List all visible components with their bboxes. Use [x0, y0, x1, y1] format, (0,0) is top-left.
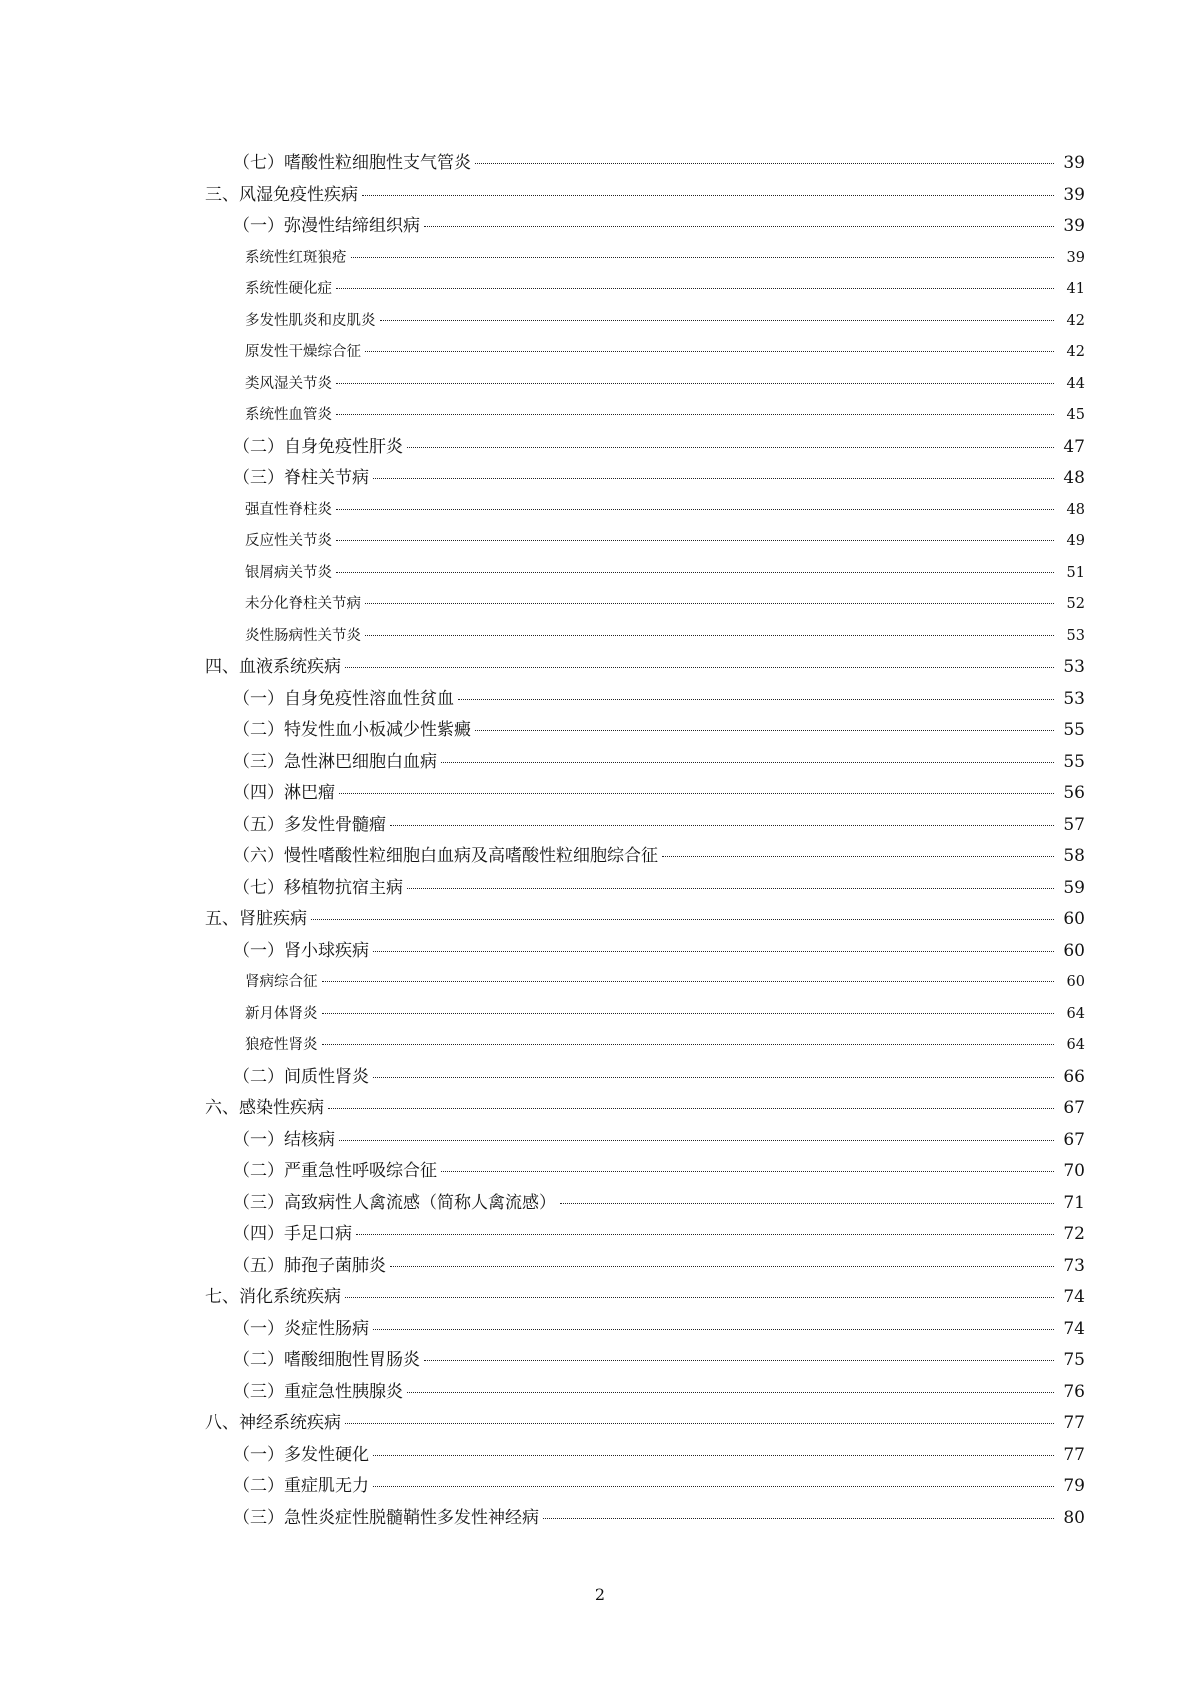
- toc-entry-page-number: 73: [1063, 1255, 1085, 1276]
- toc-entry-title: （五）多发性骨髓瘤: [233, 814, 386, 835]
- toc-entry[interactable]: [205, 1377, 1085, 1409]
- toc-entry-page-number: 74: [1063, 1287, 1085, 1307]
- toc-dot-leader: [373, 1455, 1054, 1456]
- toc-entry-title: （三）急性炎症性脱髓鞘性多发性神经病: [233, 1507, 539, 1528]
- toc-dot-leader: [475, 163, 1054, 164]
- toc-entry[interactable]: [205, 715, 1085, 747]
- toc-entry-page-number: 67: [1063, 1098, 1085, 1118]
- toc-entry[interactable]: [205, 999, 1085, 1031]
- toc-entry-title: 新月体肾炎: [245, 1005, 318, 1022]
- toc-entry-title: （二）自身免疫性肝炎: [233, 436, 403, 457]
- toc-entry-title: 六、感染性疾病: [205, 1098, 324, 1118]
- toc-dot-leader: [407, 447, 1054, 448]
- toc-dot-leader: [380, 320, 1055, 321]
- toc-entry-title: 强直性脊柱炎: [245, 501, 332, 518]
- toc-entry-page-number: 53: [1063, 657, 1085, 677]
- toc-entry[interactable]: [205, 274, 1085, 306]
- toc-entry-page-number: 41: [1066, 281, 1085, 297]
- toc-entry-title: 四、血液系统疾病: [205, 657, 341, 677]
- toc-dot-leader: [475, 730, 1054, 731]
- toc-dot-leader: [339, 793, 1054, 794]
- toc-entry-title: （三）高致病性人禽流感（简称人禽流感）: [233, 1192, 556, 1213]
- toc-entry[interactable]: [205, 432, 1085, 464]
- toc-dot-leader: [336, 383, 1054, 384]
- toc-entry[interactable]: [205, 1125, 1085, 1157]
- toc-entry-page-number: 67: [1063, 1129, 1085, 1150]
- toc-entry-page-number: 48: [1066, 501, 1085, 518]
- toc-entry-page-number: 57: [1063, 814, 1085, 835]
- toc-entry-page-number: 74: [1063, 1318, 1085, 1339]
- toc-entry[interactable]: [205, 148, 1085, 180]
- table-of-contents: [205, 148, 1085, 1534]
- toc-entry[interactable]: [205, 904, 1085, 936]
- toc-entry-title: （二）特发性血小板减少性紫癜: [233, 720, 471, 740]
- toc-entry[interactable]: [205, 1062, 1085, 1094]
- toc-dot-leader: [339, 1140, 1054, 1141]
- toc-entry[interactable]: [205, 589, 1085, 621]
- toc-entry-title: 五、肾脏疾病: [205, 909, 307, 929]
- toc-dot-leader: [424, 1360, 1054, 1361]
- toc-entry-title: （四）淋巴瘤: [233, 783, 335, 803]
- toc-entry-page-number: 77: [1063, 1444, 1085, 1465]
- toc-entry-title: 系统性红斑狼疮: [245, 249, 347, 266]
- toc-entry[interactable]: [205, 558, 1085, 590]
- toc-entry[interactable]: [205, 967, 1085, 999]
- toc-entry[interactable]: [205, 1219, 1085, 1251]
- toc-entry-title: （一）炎症性肠病: [233, 1318, 369, 1339]
- toc-entry-title: 反应性关节炎: [245, 533, 332, 549]
- toc-entry[interactable]: [205, 747, 1085, 779]
- toc-entry[interactable]: [205, 243, 1085, 275]
- toc-entry-page-number: 39: [1066, 249, 1085, 266]
- toc-entry[interactable]: [205, 936, 1085, 968]
- toc-entry-title: 银屑病关节炎: [245, 564, 332, 581]
- toc-entry-title: （二）重症肌无力: [233, 1476, 369, 1496]
- toc-entry[interactable]: [205, 841, 1085, 873]
- toc-entry-page-number: 60: [1066, 974, 1085, 990]
- toc-dot-leader: [336, 540, 1054, 541]
- toc-entry[interactable]: [205, 1345, 1085, 1377]
- toc-dot-leader: [407, 1392, 1054, 1393]
- toc-entry-title: （一）自身免疫性溶血性贫血: [233, 688, 454, 709]
- toc-entry-page-number: 70: [1063, 1161, 1085, 1181]
- toc-entry-page-number: 49: [1066, 533, 1085, 549]
- toc-entry-title: 八、神经系统疾病: [205, 1413, 341, 1433]
- toc-entry[interactable]: [205, 463, 1085, 495]
- toc-entry-title: （七）嗜酸性粒细胞性支气管炎: [233, 153, 471, 173]
- toc-entry-page-number: 53: [1066, 627, 1085, 644]
- toc-entry[interactable]: [205, 1030, 1085, 1062]
- toc-dot-leader: [351, 257, 1055, 258]
- toc-dot-leader: [373, 1486, 1054, 1487]
- toc-dot-leader: [322, 981, 1055, 982]
- toc-dot-leader: [365, 603, 1054, 604]
- toc-dot-leader: [345, 1423, 1054, 1424]
- toc-entry-page-number: 42: [1066, 312, 1085, 329]
- toc-entry[interactable]: [205, 1188, 1085, 1220]
- toc-dot-leader: [365, 351, 1054, 352]
- toc-entry-page-number: 66: [1063, 1066, 1085, 1087]
- toc-entry-title: （五）肺孢子菌肺炎: [233, 1255, 386, 1276]
- toc-entry-page-number: 60: [1063, 909, 1085, 929]
- toc-entry-title: （二）嗜酸细胞性胃肠炎: [233, 1350, 420, 1370]
- toc-entry-page-number: 44: [1066, 375, 1085, 392]
- toc-dot-leader: [373, 1329, 1054, 1330]
- toc-entry-page-number: 64: [1066, 1037, 1085, 1053]
- toc-entry-page-number: 48: [1063, 468, 1085, 488]
- toc-entry-page-number: 77: [1063, 1413, 1085, 1433]
- toc-entry-page-number: 53: [1063, 688, 1085, 709]
- toc-entry-page-number: 39: [1063, 216, 1085, 236]
- toc-entry-title: （三）重症急性胰腺炎: [233, 1381, 403, 1402]
- toc-entry[interactable]: [205, 526, 1085, 558]
- toc-entry-page-number: 42: [1066, 344, 1085, 360]
- toc-entry-page-number: 60: [1063, 940, 1085, 961]
- toc-dot-leader: [560, 1203, 1054, 1204]
- toc-dot-leader: [336, 414, 1054, 415]
- toc-entry-title: （一）多发性硬化: [233, 1444, 369, 1465]
- toc-entry-page-number: 71: [1063, 1192, 1085, 1213]
- toc-entry-title: 七、消化系统疾病: [205, 1287, 341, 1307]
- toc-entry-page-number: 58: [1063, 846, 1085, 866]
- toc-dot-leader: [441, 1171, 1054, 1172]
- toc-entry-page-number: 76: [1063, 1381, 1085, 1402]
- toc-entry-title: 多发性肌炎和皮肌炎: [245, 312, 376, 329]
- toc-entry-page-number: 79: [1063, 1476, 1085, 1496]
- toc-entry[interactable]: [205, 369, 1085, 401]
- toc-entry[interactable]: [205, 621, 1085, 653]
- toc-dot-leader: [441, 762, 1054, 763]
- toc-dot-leader: [373, 951, 1054, 952]
- toc-entry[interactable]: [205, 1156, 1085, 1188]
- toc-entry[interactable]: [205, 1503, 1085, 1535]
- toc-dot-leader: [311, 919, 1054, 920]
- toc-entry-title: （二）间质性肾炎: [233, 1066, 369, 1087]
- toc-entry-title: （一）结核病: [233, 1129, 335, 1150]
- toc-entry[interactable]: [205, 1408, 1085, 1440]
- toc-entry-title: （二）严重急性呼吸综合征: [233, 1161, 437, 1181]
- toc-dot-leader: [328, 1108, 1054, 1109]
- toc-entry-page-number: 80: [1063, 1507, 1085, 1528]
- toc-entry[interactable]: [205, 1251, 1085, 1283]
- toc-dot-leader: [407, 888, 1054, 889]
- toc-entry-page-number: 56: [1063, 783, 1085, 803]
- toc-dot-leader: [373, 1077, 1054, 1078]
- toc-dot-leader: [322, 1013, 1055, 1014]
- toc-entry-title: 类风湿关节炎: [245, 375, 332, 392]
- toc-entry-title: 系统性硬化症: [245, 281, 332, 297]
- toc-dot-leader: [543, 1518, 1054, 1519]
- toc-entry-title: （三）急性淋巴细胞白血病: [233, 751, 437, 772]
- toc-entry-title: （四）手足口病: [233, 1224, 352, 1244]
- toc-dot-leader: [336, 572, 1054, 573]
- toc-entry-page-number: 64: [1066, 1005, 1085, 1022]
- toc-entry[interactable]: [205, 1282, 1085, 1314]
- toc-entry[interactable]: [205, 684, 1085, 716]
- toc-dot-leader: [390, 825, 1054, 826]
- toc-dot-leader: [345, 667, 1054, 668]
- toc-entry[interactable]: [205, 873, 1085, 905]
- toc-dot-leader: [336, 288, 1054, 289]
- toc-entry-title: 原发性干燥综合征: [245, 344, 361, 360]
- toc-entry-title: （六）慢性嗜酸性粒细胞白血病及高嗜酸性粒细胞综合征: [233, 846, 658, 866]
- toc-dot-leader: [322, 1044, 1055, 1045]
- toc-entry-page-number: 55: [1063, 720, 1085, 740]
- toc-entry[interactable]: [205, 1440, 1085, 1472]
- toc-entry-title: （三）脊柱关节病: [233, 468, 369, 488]
- toc-dot-leader: [356, 1234, 1054, 1235]
- toc-entry[interactable]: [205, 211, 1085, 243]
- toc-entry[interactable]: [205, 810, 1085, 842]
- toc-entry-page-number: 45: [1066, 407, 1085, 423]
- toc-entry[interactable]: [205, 1471, 1085, 1503]
- toc-entry-page-number: 72: [1063, 1224, 1085, 1244]
- toc-entry[interactable]: [205, 337, 1085, 369]
- toc-entry-title: 肾病综合征: [245, 974, 318, 990]
- toc-entry-title: 三、风湿免疫性疾病: [205, 184, 358, 205]
- toc-entry-title: （一）肾小球疾病: [233, 940, 369, 961]
- toc-entry-page-number: 59: [1063, 877, 1085, 898]
- page-number: 2: [594, 1585, 606, 1604]
- toc-entry-title: 炎性肠病性关节炎: [245, 627, 361, 644]
- toc-entry-page-number: 39: [1063, 153, 1085, 173]
- toc-dot-leader: [365, 635, 1054, 636]
- toc-dot-leader: [362, 195, 1054, 196]
- toc-entry[interactable]: [205, 778, 1085, 810]
- toc-entry[interactable]: [205, 1314, 1085, 1346]
- toc-entry-title: 系统性血管炎: [245, 407, 332, 423]
- toc-dot-leader: [424, 226, 1054, 227]
- toc-entry-page-number: 51: [1066, 564, 1085, 581]
- toc-entry[interactable]: [205, 652, 1085, 684]
- toc-entry[interactable]: [205, 400, 1085, 432]
- toc-entry-page-number: 47: [1063, 436, 1085, 457]
- toc-dot-leader: [336, 509, 1054, 510]
- toc-dot-leader: [373, 478, 1054, 479]
- toc-entry[interactable]: [205, 495, 1085, 527]
- toc-dot-leader: [390, 1266, 1054, 1267]
- toc-entry[interactable]: [205, 180, 1085, 212]
- toc-entry[interactable]: [205, 1093, 1085, 1125]
- toc-entry-page-number: 75: [1063, 1350, 1085, 1370]
- toc-entry-page-number: 52: [1066, 596, 1085, 612]
- toc-entry[interactable]: [205, 306, 1085, 338]
- toc-entry-title: 狼疮性肾炎: [245, 1037, 318, 1053]
- toc-dot-leader: [458, 699, 1054, 700]
- toc-entry-page-number: 39: [1063, 184, 1085, 205]
- toc-dot-leader: [345, 1297, 1054, 1298]
- toc-dot-leader: [662, 856, 1054, 857]
- toc-entry-title: （七）移植物抗宿主病: [233, 877, 403, 898]
- toc-entry-page-number: 55: [1063, 751, 1085, 772]
- toc-entry-title: 未分化脊柱关节病: [245, 596, 361, 612]
- toc-entry-title: （一）弥漫性结缔组织病: [233, 216, 420, 236]
